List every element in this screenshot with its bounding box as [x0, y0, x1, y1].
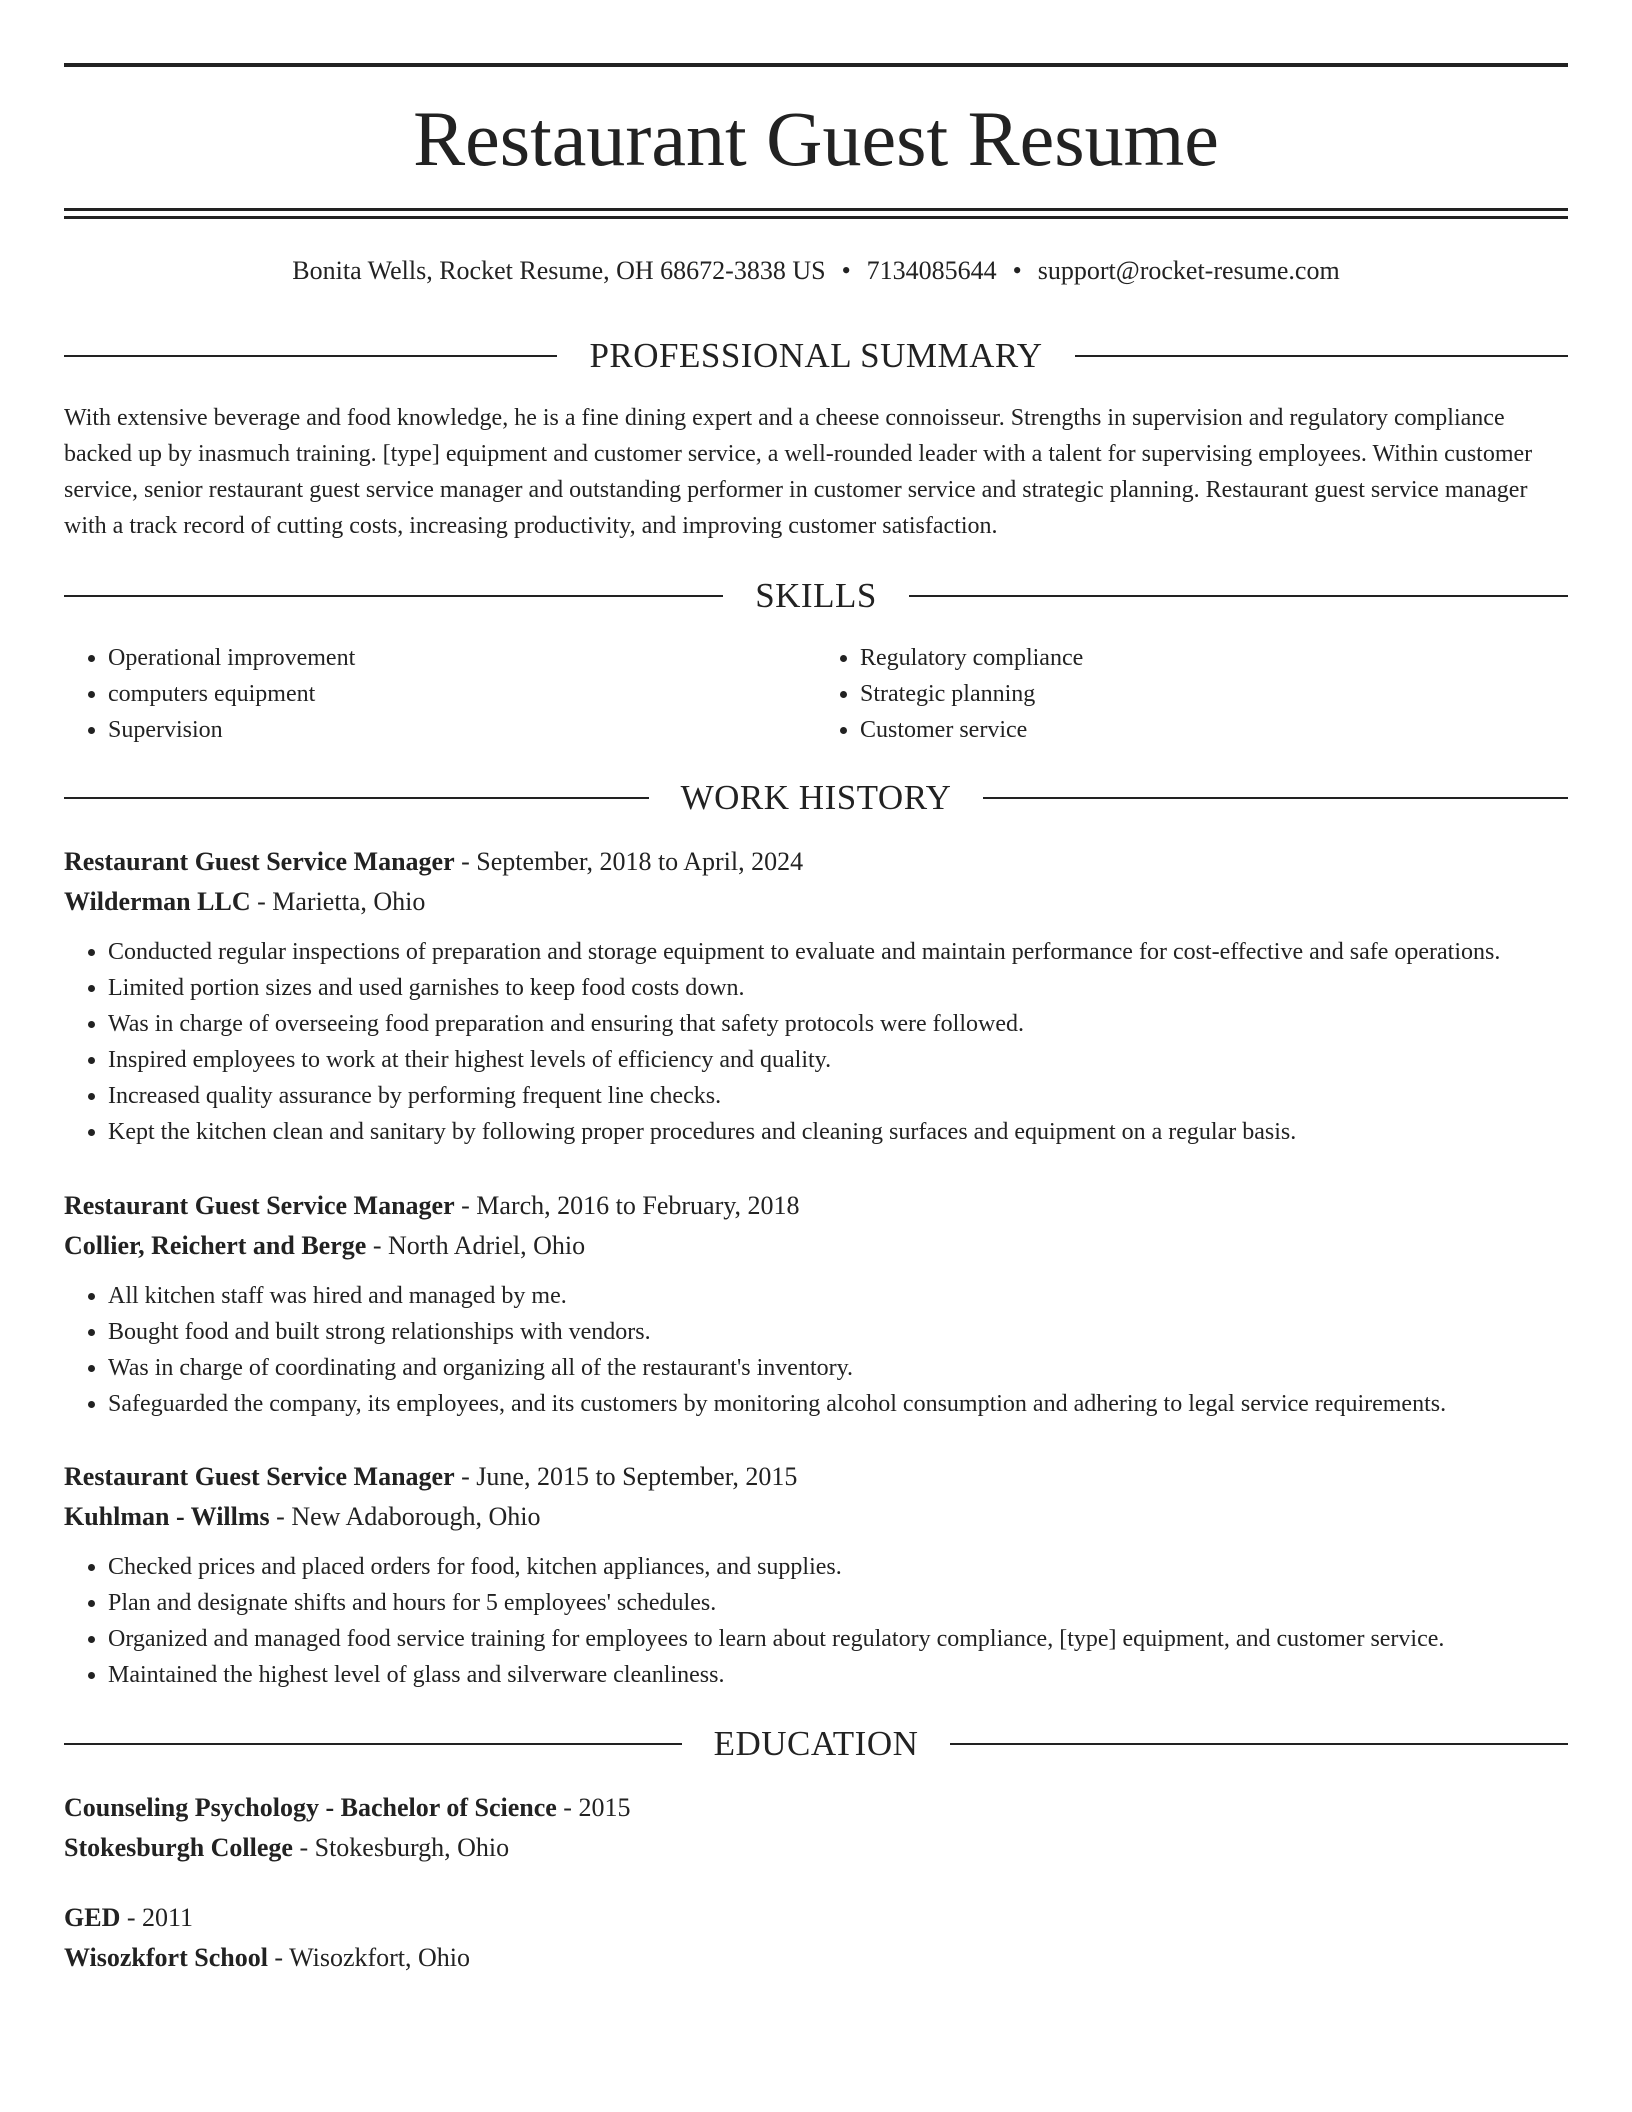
education-year: - 2015 — [563, 1793, 631, 1822]
job-company: Wilderman LLC — [64, 887, 251, 916]
education-school-line — [64, 1828, 1568, 1868]
resume-title: Restaurant Guest Resume — [413, 95, 1219, 182]
job-title-line — [64, 1186, 1568, 1226]
job-bullet: • Was in charge of coordinating and organizing all of the restaurant's inventory. — [108, 1350, 1568, 1386]
contact-phone: 7134085644 — [866, 256, 997, 285]
job-dates: - June, 2015 to September, 2015 — [461, 1462, 798, 1491]
skill-item: • Customer service — [860, 712, 1568, 748]
section-title: WORK HISTORY — [680, 778, 952, 817]
section-rule — [64, 355, 557, 357]
job-entry — [64, 842, 1568, 1150]
job-title-line — [64, 842, 1568, 882]
education-degree-line — [64, 1898, 1568, 1938]
job-company: Kuhlman - Willms — [64, 1502, 270, 1531]
job-location: - North Adriel, Ohio — [372, 1231, 586, 1260]
contact-address: Bonita Wells, Rocket Resume, OH 68672-3838 US — [292, 256, 826, 285]
job-company-line — [64, 1226, 1568, 1266]
job-bullets — [64, 934, 1568, 1150]
education-school: Wisozkfort School — [64, 1943, 268, 1972]
job-bullet: • Inspired employees to work at their highest levels of efficiency and quality. — [108, 1042, 1568, 1078]
contact-separator: • — [1012, 256, 1022, 285]
job-bullet: • Plan and designate shifts and hours for 5 employees' schedules. — [108, 1585, 1568, 1621]
section-rule — [1075, 355, 1568, 357]
skill-item: • Operational improvement — [108, 640, 816, 676]
education-entry — [64, 1898, 1568, 1978]
skill-item: • Regulatory compliance — [860, 640, 1568, 676]
job-bullet: • All kitchen staff was hired and managed by me. — [108, 1278, 1568, 1314]
skill-item: • Supervision — [108, 712, 816, 748]
education-location: - Wisozkfort, Ohio — [274, 1943, 471, 1972]
job-location: - Marietta, Ohio — [257, 887, 426, 916]
job-location: - New Adaborough, Ohio — [276, 1502, 541, 1531]
job-bullet: • Organized and managed food service training for employees to learn about regulatory compliance, [type] equipment, and customer service. — [108, 1621, 1568, 1657]
header-rule-bottom-1 — [64, 208, 1568, 211]
job-bullet: • Increased quality assurance by performing frequent line checks. — [108, 1078, 1568, 1114]
job-company-line — [64, 1497, 1568, 1537]
education-location: - Stokesburgh, Ohio — [299, 1833, 510, 1862]
header-rule-top — [64, 63, 1568, 67]
summary-text: With extensive beverage and food knowledge, he is a fine dining expert and a cheese connoisseur. Strengths in supervision and regulatory compliance backed up by inasmuch training. [type] equipment and customer service, a well-rounded leader with a talent for supervising employees. Within customer service, senior restaurant guest service manager and outstanding performer in customer service and strategic planning. Restaurant guest service manager with a track record of cutting costs, increasing productivity, and improving customer satisfaction. — [64, 405, 1533, 539]
header-rule-bottom-2 — [64, 216, 1568, 219]
job-company: Collier, Reichert and Berge — [64, 1231, 367, 1260]
section-rule — [983, 797, 1568, 799]
job-title-line — [64, 1457, 1568, 1497]
job-bullets — [64, 1278, 1568, 1422]
section-rule — [64, 797, 649, 799]
skills-list — [64, 640, 1568, 748]
education-entry — [64, 1788, 1568, 1868]
job-bullet: • Safeguarded the company, its employees, and its customers by monitoring alcohol consumption and adhering to legal service requirements. — [108, 1386, 1568, 1422]
skills-column-left — [64, 640, 816, 748]
section-rule — [64, 1743, 682, 1745]
section-heading-summary — [64, 334, 1568, 378]
education-degree: GED — [64, 1903, 121, 1932]
job-bullet: • Maintained the highest level of glass and silverware cleanliness. — [108, 1657, 1568, 1693]
skills-column-right — [816, 640, 1568, 748]
job-bullet: • Limited portion sizes and used garnishes to keep food costs down. — [108, 970, 1568, 1006]
education-degree-line — [64, 1788, 1568, 1828]
contact-line — [64, 254, 1568, 288]
job-company-line — [64, 882, 1568, 922]
education-degree: Counseling Psychology - Bachelor of Science — [64, 1793, 557, 1822]
job-entry — [64, 1457, 1568, 1693]
job-title: Restaurant Guest Service Manager — [64, 1191, 455, 1220]
section-title: EDUCATION — [713, 1724, 919, 1763]
section-heading-work-history — [64, 776, 1568, 820]
section-title: PROFESSIONAL SUMMARY — [589, 336, 1043, 375]
education-school: Stokesburgh College — [64, 1833, 293, 1862]
job-bullet: • Conducted regular inspections of preparation and storage equipment to evaluate and maintain performance for cost-effective and safe operations. — [108, 934, 1568, 970]
job-bullet: • Was in charge of overseeing food preparation and ensuring that safety protocols were followed. — [108, 1006, 1568, 1042]
education-school-line — [64, 1938, 1568, 1978]
education-year: - 2011 — [126, 1903, 194, 1932]
job-bullet: • Kept the kitchen clean and sanitary by following proper procedures and cleaning surfaces and equipment on a regular basis. — [108, 1114, 1568, 1150]
contact-separator: • — [841, 256, 851, 285]
job-bullet: • Checked prices and placed orders for food, kitchen appliances, and supplies. — [108, 1549, 1568, 1585]
job-dates: - September, 2018 to April, 2024 — [461, 847, 804, 876]
job-entry — [64, 1186, 1568, 1422]
section-rule — [950, 1743, 1568, 1745]
section-heading-education — [64, 1722, 1568, 1766]
section-rule — [909, 595, 1568, 597]
section-title: SKILLS — [755, 576, 877, 615]
section-heading-skills — [64, 574, 1568, 618]
job-title: Restaurant Guest Service Manager — [64, 1462, 455, 1491]
skill-item: • Strategic planning — [860, 676, 1568, 712]
contact-email: support@rocket-resume.com — [1037, 256, 1340, 285]
job-bullet: • Bought food and built strong relationships with vendors. — [108, 1314, 1568, 1350]
job-bullets — [64, 1549, 1568, 1693]
job-dates: - March, 2016 to February, 2018 — [461, 1191, 800, 1220]
skill-item: • computers equipment — [108, 676, 816, 712]
section-rule — [64, 595, 723, 597]
job-title: Restaurant Guest Service Manager — [64, 847, 455, 876]
